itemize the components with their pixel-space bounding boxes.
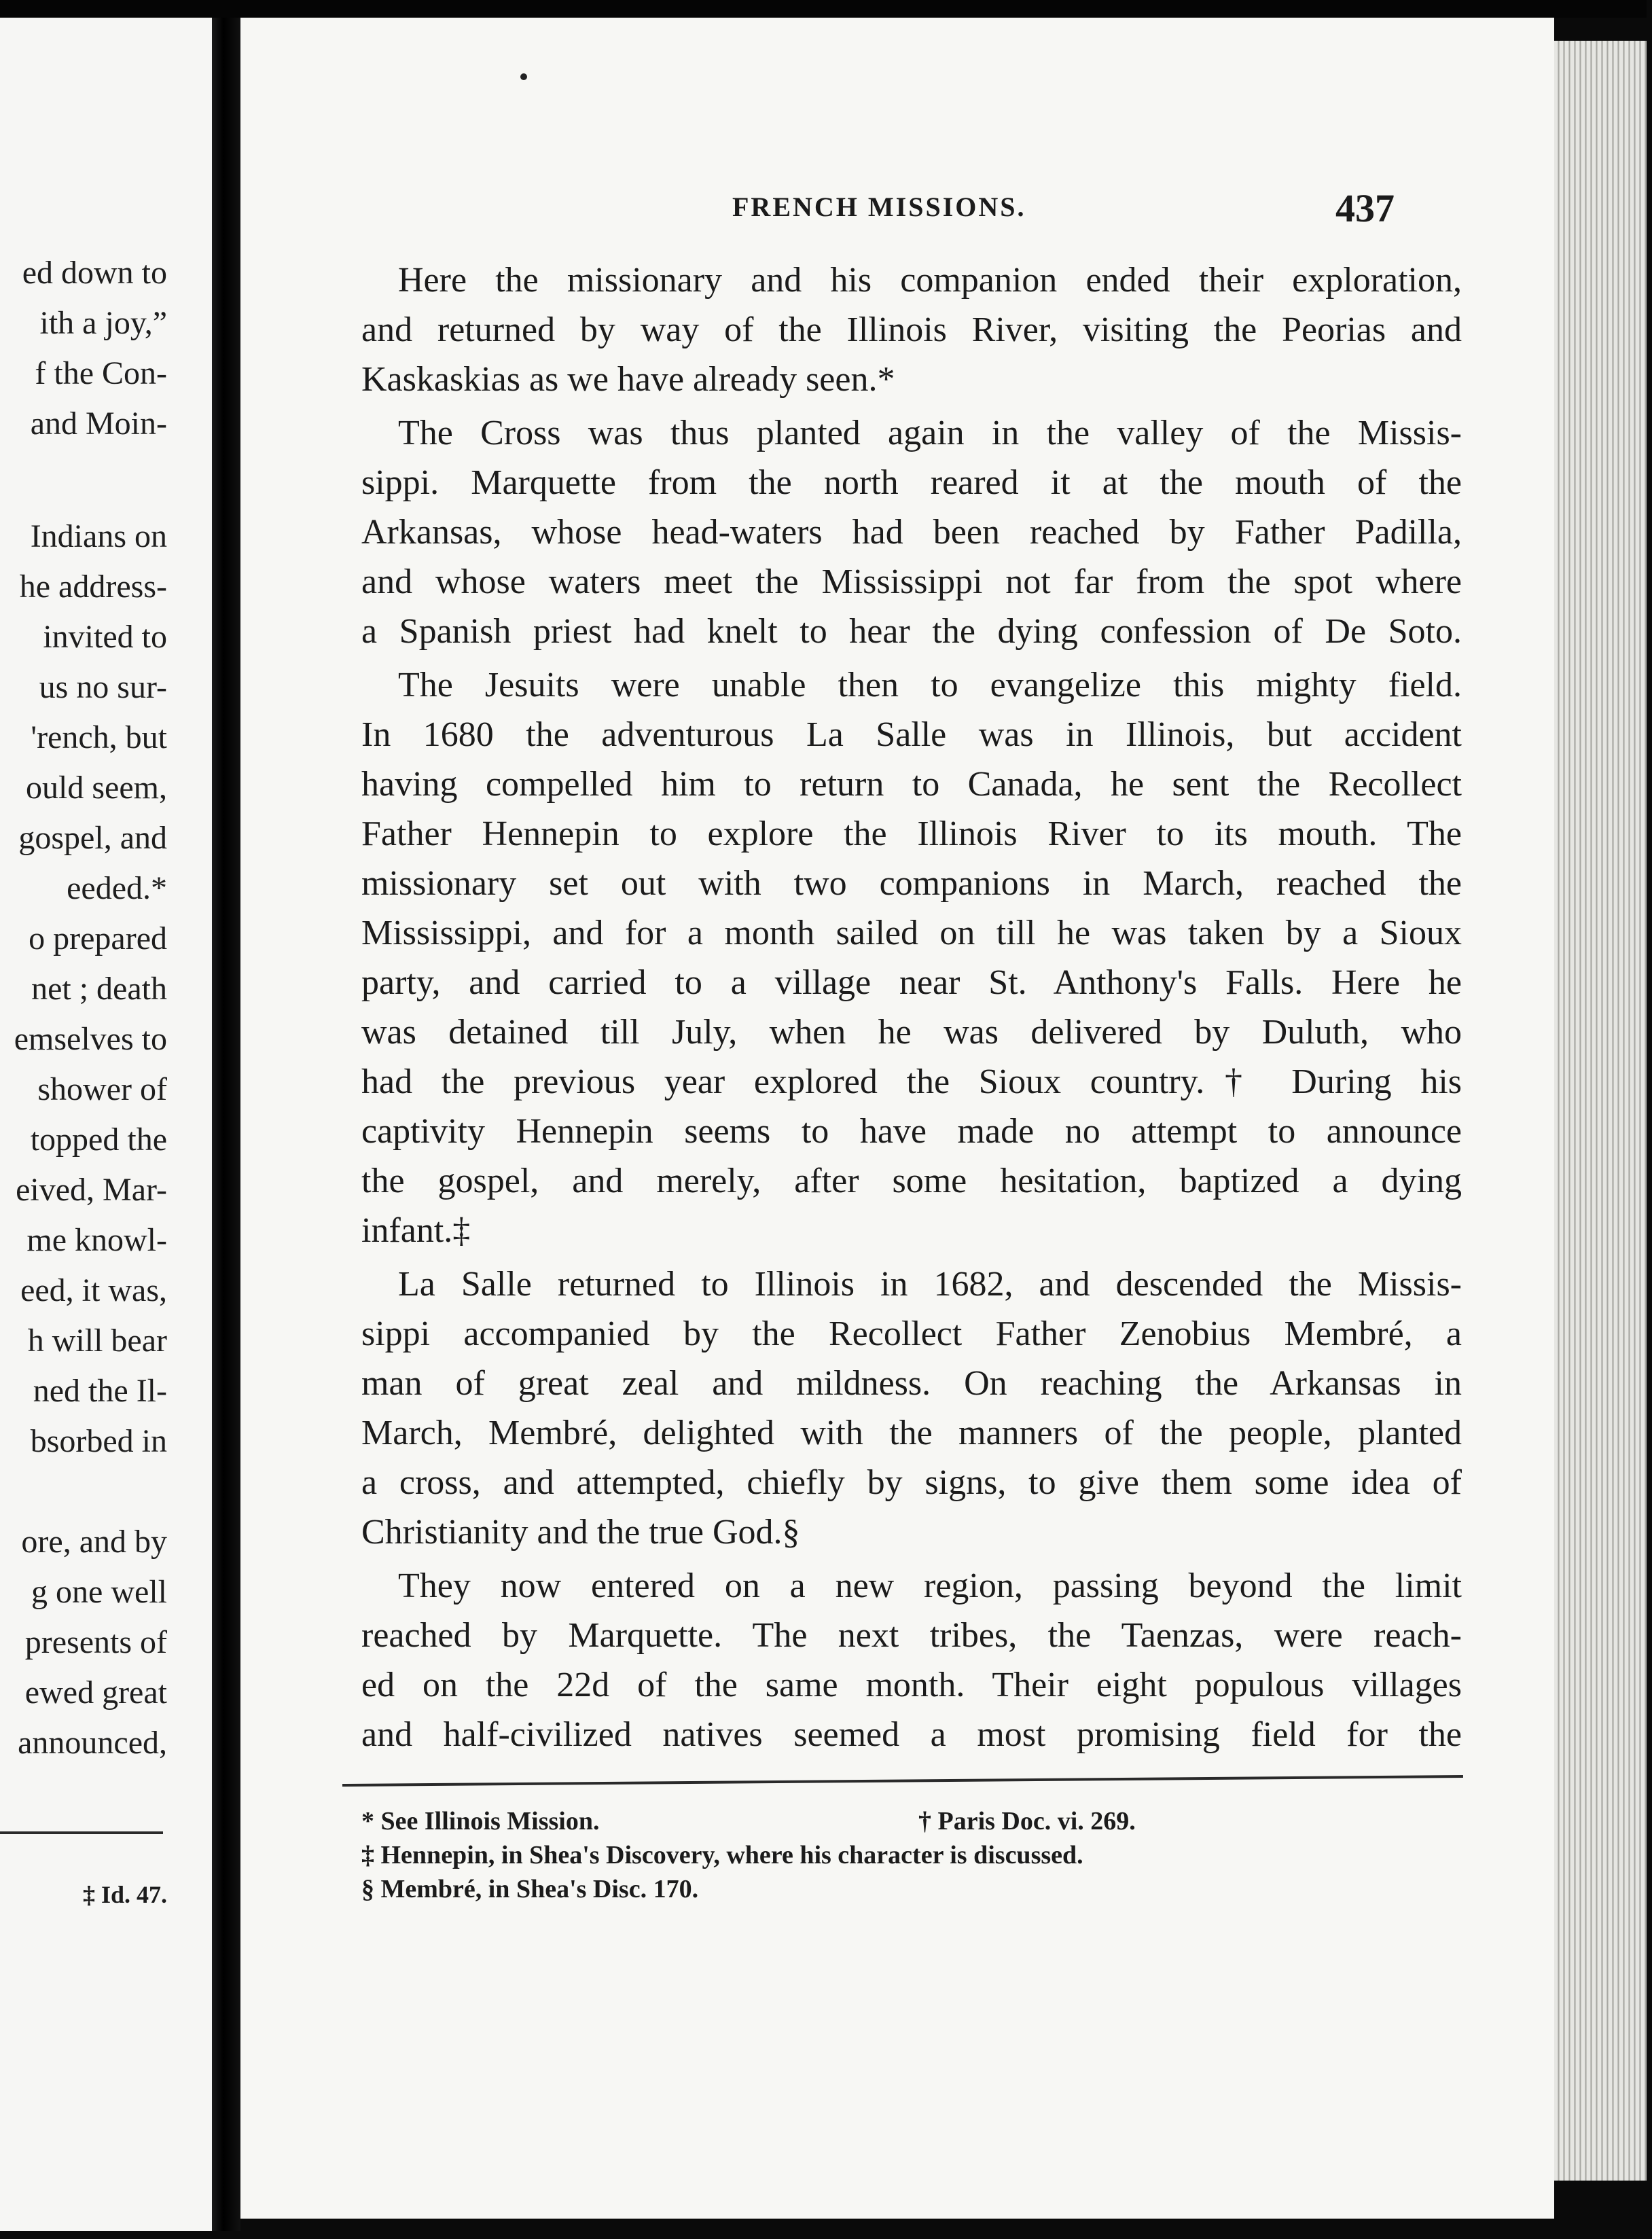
text-line: Father Hennepin to explore the Illinois River to its mouth. The bbox=[361, 814, 1462, 853]
left-page-line: presents of bbox=[24, 1624, 167, 1660]
left-page-line: h will bear bbox=[27, 1323, 167, 1359]
text-line: Here the missionary and his companion ended their exploration, bbox=[398, 261, 1462, 300]
running-head bbox=[240, 186, 1554, 232]
paragraph bbox=[361, 1561, 1462, 1759]
left-footnote-rule bbox=[0, 1831, 163, 1834]
text-line: The Jesuits were unable then to evangelize this mighty field. bbox=[398, 666, 1462, 704]
left-page-line: eeded.* bbox=[67, 870, 167, 906]
text-line: captivity Hennepin seems to have made no attempt to announce bbox=[361, 1112, 1462, 1151]
scan-right-border bbox=[1647, 0, 1652, 2239]
left-facing-page bbox=[0, 18, 212, 2231]
paragraph bbox=[361, 408, 1462, 656]
left-page-line: 'rench, but bbox=[31, 719, 167, 755]
text-line: In 1680 the adventurous La Salle was in Illinois, but accident bbox=[361, 715, 1462, 754]
page-edges bbox=[1554, 41, 1647, 2181]
left-page-line: and Moin- bbox=[30, 406, 167, 442]
left-page-line: g one well bbox=[31, 1574, 167, 1610]
footnote-star: * See Illinois Mission. bbox=[361, 1807, 600, 1835]
text-line: and whose waters meet the Mississippi not far from the spot where bbox=[361, 562, 1462, 601]
left-page-line: invited to bbox=[43, 619, 167, 655]
text-line: missionary set out with two companions in March, reached the bbox=[361, 864, 1462, 903]
text-line: having compelled him to return to Canada, he sent the Recollect bbox=[361, 765, 1462, 804]
text-line: infant.‡ bbox=[361, 1211, 471, 1250]
text-line: March, Membré, delighted with the manners of the people, planted bbox=[361, 1414, 1462, 1452]
left-page-line: f the Con- bbox=[35, 355, 167, 391]
left-page-line: me knowl- bbox=[26, 1222, 167, 1258]
footnote-section: § Membré, in Shea's Disc. 170. bbox=[361, 1875, 699, 1903]
text-line: Mississippi, and for a month sailed on till he was taken by a Sioux bbox=[361, 914, 1462, 952]
paragraph bbox=[361, 255, 1462, 404]
footnote-dagger: † Paris Doc. vi. 269. bbox=[918, 1807, 1136, 1835]
text-line: reached by Marquette. The next tribes, the Taenzas, were reach- bbox=[361, 1616, 1462, 1655]
text-line: had the previous year explored the Sioux country.† During his bbox=[361, 1062, 1462, 1101]
left-page-line: ould seem, bbox=[26, 770, 167, 806]
text-line: ed on the 22d of the same month. Their eight populous villages bbox=[361, 1666, 1462, 1704]
text-line: sippi. Marquette from the north reared it at the mouth of the bbox=[361, 463, 1462, 502]
paragraph bbox=[361, 660, 1462, 1255]
text-line: party, and carried to a village near St. Anthony's Falls. Here he bbox=[361, 963, 1462, 1002]
ink-speck bbox=[520, 73, 527, 80]
left-page-line: emselves to bbox=[14, 1021, 167, 1057]
left-page-line: eed, it was, bbox=[20, 1272, 167, 1308]
footnotes bbox=[361, 1804, 1462, 1906]
left-page-line: Indians on bbox=[30, 518, 167, 554]
left-page-line: net ; death bbox=[31, 971, 167, 1007]
left-page-line: ore, and by bbox=[21, 1524, 167, 1560]
left-page-line: eived, Mar- bbox=[16, 1172, 167, 1208]
text-line: They now entered on a new region, passing beyond the limit bbox=[398, 1566, 1462, 1605]
body-text bbox=[361, 255, 1462, 1763]
text-line: and returned by way of the Illinois River, visiting the Peorias and bbox=[361, 310, 1462, 349]
text-line: Christianity and the true God.§ bbox=[361, 1513, 800, 1552]
text-line: La Salle returned to Illinois in 1682, and descended the Missis- bbox=[398, 1265, 1462, 1304]
left-page-line: ned the Il- bbox=[33, 1373, 167, 1409]
page-number: 437 bbox=[1335, 186, 1395, 230]
text-line: the gospel, and merely, after some hesitation, baptized a dying bbox=[361, 1162, 1462, 1200]
text-line: a Spanish priest had knelt to hear the dying confession of De Soto. bbox=[361, 612, 1462, 651]
left-page-line: topped the bbox=[30, 1122, 167, 1158]
left-page-line: he address- bbox=[19, 569, 167, 605]
book-gutter bbox=[212, 18, 240, 2231]
footnote-rule bbox=[342, 1775, 1463, 1787]
left-page-line: shower of bbox=[37, 1071, 167, 1107]
text-line: was detained till July, when he was delivered by Duluth, who bbox=[361, 1013, 1462, 1052]
left-page-line: us no sur- bbox=[39, 669, 167, 705]
left-page-line: ith a joy,” bbox=[39, 305, 167, 341]
text-line: and half-civilized natives seemed a most promising field for the bbox=[361, 1715, 1462, 1754]
text-line: sippi accompanied by the Recollect Father Zenobius Membré, a bbox=[361, 1314, 1462, 1353]
left-page-line: o prepared bbox=[29, 920, 167, 956]
scan-top-border bbox=[0, 0, 1652, 18]
text-line: The Cross was thus planted again in the valley of the Missis- bbox=[398, 414, 1462, 452]
left-page-line: announced, bbox=[18, 1725, 167, 1761]
left-page-line: gospel, and bbox=[18, 820, 167, 856]
footnote-row bbox=[361, 1804, 1462, 1838]
text-line: Arkansas, whose head-waters had been reached by Father Padilla, bbox=[361, 513, 1462, 552]
left-page-line: bsorbed in bbox=[30, 1423, 167, 1459]
running-head-title: FRENCH MISSIONS. bbox=[732, 192, 1026, 222]
left-page-line: ed down to bbox=[22, 255, 167, 291]
left-page-footnote: ‡ Id. 47. bbox=[82, 1881, 167, 1908]
left-page-line: ewed great bbox=[24, 1674, 167, 1710]
text-line: Kaskaskias as we have already seen.* bbox=[361, 360, 895, 399]
paragraph bbox=[361, 1259, 1462, 1557]
footnote-double-dagger: ‡ Hennepin, in Shea's Discovery, where his character is discussed. bbox=[361, 1841, 1083, 1869]
main-page bbox=[240, 18, 1554, 2219]
text-line: man of great zeal and mildness. On reaching the Arkansas in bbox=[361, 1364, 1462, 1403]
text-line: a cross, and attempted, chiefly by signs, to give them some idea of bbox=[361, 1463, 1462, 1502]
